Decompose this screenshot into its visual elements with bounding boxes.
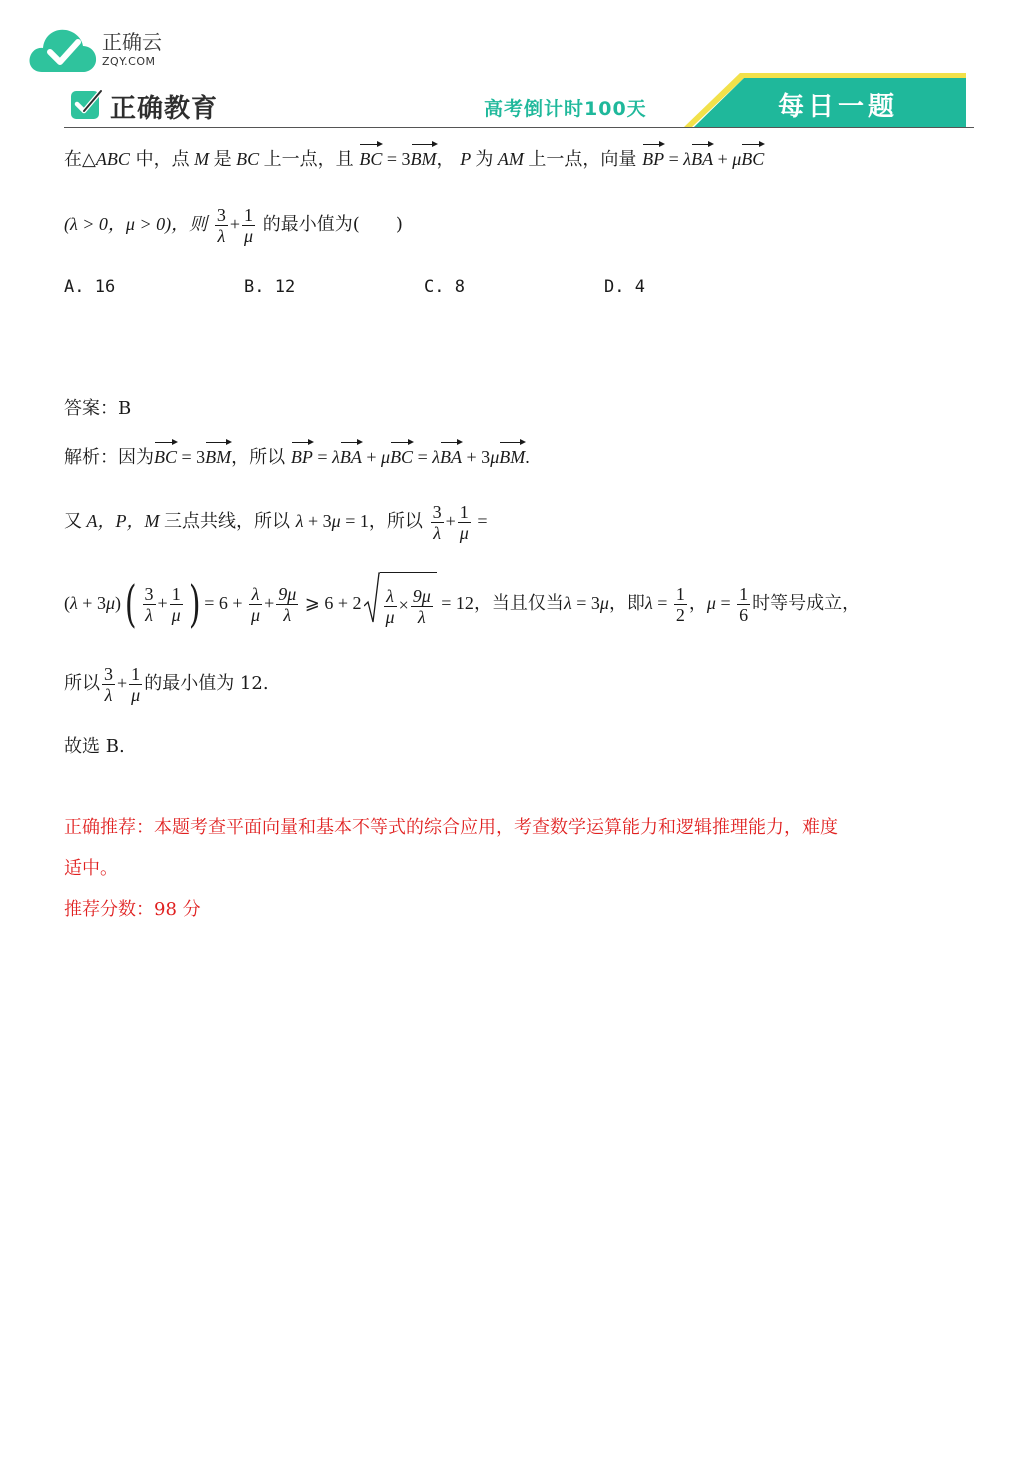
q-text: ，	[436, 149, 455, 170]
math-eq: =	[715, 593, 736, 613]
option-c: C. 8	[424, 277, 465, 297]
question-line-2	[64, 200, 403, 249]
analysis-line-3	[64, 572, 860, 636]
cloud-check-logo-icon	[28, 22, 98, 74]
answer-label: 答案：B	[64, 398, 132, 419]
vector-ba: BA	[340, 444, 362, 470]
math-eq: =	[312, 447, 333, 467]
math-period: .	[525, 447, 530, 467]
fraction-lambda-over-mu: $\frac{\lambda}{\mu}$	[251, 583, 261, 625]
math-mu: μ	[732, 149, 742, 169]
condition-text: (λ > 0，μ > 0)，则	[64, 214, 208, 234]
fraction-1-over-mu: $\frac{1}{\mu}$	[459, 501, 469, 543]
math-eq: = 6 +	[204, 593, 248, 613]
fraction-3-over-lambda: $\frac{3}{\lambda}$	[144, 583, 154, 625]
vector-bc: BC	[390, 444, 413, 470]
math-plus: +	[157, 593, 168, 613]
math-plus: +	[713, 149, 733, 169]
a-text: ，即	[608, 593, 645, 614]
math-paren: )	[115, 593, 121, 613]
fraction-1-over-6: $\frac{1}{6}$	[739, 583, 749, 625]
a-text: 又	[64, 511, 82, 532]
math-eq: =	[472, 511, 488, 531]
math-eq: =	[664, 149, 684, 169]
math-mu: μ	[490, 447, 500, 467]
a-text: ，所以	[368, 511, 423, 532]
vector-bc-2: BC	[741, 146, 764, 172]
a-text: ，	[688, 593, 707, 614]
q-text: 是	[213, 149, 232, 170]
countdown-text: 高考倒计时100天	[484, 98, 647, 120]
vector-bp: BP	[291, 444, 313, 470]
question-ask: 的最小值为( )	[262, 214, 403, 235]
fraction-3-over-lambda: $\frac{3}{\lambda}$	[216, 204, 226, 246]
analysis-line-1	[64, 444, 530, 471]
q-text: 在△	[64, 149, 96, 170]
math-eq: = 3	[382, 149, 411, 169]
header-divider	[64, 127, 974, 128]
header	[0, 0, 1034, 132]
vector-ba: BA	[440, 444, 462, 470]
big-left-paren: (	[124, 575, 137, 633]
math-plus: + 3	[462, 447, 491, 467]
a-text: ，当且仅当	[473, 593, 564, 614]
question-line-1	[64, 146, 764, 173]
option-d: D. 4	[604, 277, 645, 297]
math-lambda: λ	[332, 447, 340, 467]
analysis-line-2	[64, 497, 487, 546]
math-eq: = 3	[177, 447, 206, 467]
big-right-paren: )	[188, 575, 201, 633]
a-text: 解析：因为	[64, 447, 154, 468]
recommend-line-1: 正确推荐：本题考查平面向量和基本不等式的综合应用，考查数学运算能力和逻辑推理能力，难度	[64, 817, 838, 838]
math-mu: μ	[331, 511, 341, 531]
math-m: M	[189, 149, 214, 169]
brand-domain: ZQY.COM	[102, 55, 156, 68]
brand-name: 正确云	[102, 30, 162, 54]
math-mu: μ	[599, 593, 609, 613]
math-abc: ABC	[95, 149, 130, 169]
math-p: P	[460, 149, 476, 169]
edu-title: 正确教育	[110, 94, 219, 124]
math-geq: ⩾ 6 + 2	[300, 593, 362, 613]
q-text: 上一点，且	[263, 149, 354, 170]
math-plus: +	[264, 593, 275, 613]
math-plus: +	[117, 673, 128, 693]
vector-bm: BM	[411, 146, 437, 172]
math-eq: = 3	[571, 593, 600, 613]
fraction-9mu-over-lambda: $\frac{9\mu}{\lambda}$	[278, 583, 297, 625]
math-bc: BC	[231, 149, 264, 169]
a-text: 三点共线，所以	[163, 511, 290, 532]
a-text: 所以	[64, 673, 100, 694]
math-eq: =	[652, 593, 672, 613]
fraction-3-over-lambda: $\frac{3}{\lambda}$	[432, 501, 442, 543]
analysis-line-4	[64, 658, 269, 709]
vector-bm: BM	[205, 444, 231, 470]
math-eq: =	[413, 447, 433, 467]
vector-bc: BC	[154, 444, 177, 470]
math-mu: μ	[105, 593, 115, 613]
vector-bm: BM	[499, 444, 525, 470]
math-eq: + 3	[303, 511, 332, 531]
q-text: 上一点，向量	[528, 149, 637, 170]
vector-ba: BA	[691, 146, 713, 172]
fraction-1-over-mu: $\frac{1}{\mu}$	[171, 583, 181, 625]
fraction-3-over-lambda: $\frac{3}{\lambda}$	[104, 663, 113, 705]
vector-bp: BP	[642, 146, 664, 172]
math-am: AM	[493, 149, 529, 169]
q-text: 中，点	[135, 149, 190, 170]
math-lambda: λ	[70, 593, 78, 613]
option-b: B. 12	[244, 277, 296, 297]
recommend-score: 推荐分数：98 分	[64, 899, 201, 920]
fraction-1-over-mu: $\frac{1}{\mu}$	[131, 663, 141, 705]
checkbox-logo-icon	[70, 88, 104, 120]
math-apm: A，P，M	[82, 511, 164, 531]
math-mu: μ	[381, 447, 391, 467]
math-eq: = 12	[436, 593, 474, 613]
a-text: 的最小值为 12.	[144, 673, 269, 694]
conclusion: 故选 B.	[64, 736, 125, 757]
vector-bc: BC	[359, 146, 382, 172]
math-lambda: λ	[644, 593, 653, 613]
math-plus: +	[445, 511, 456, 531]
fraction-1-over-mu: $\frac{1}{\mu}$	[244, 204, 254, 246]
q-text: 为	[475, 149, 494, 170]
math-collinear: λ	[295, 511, 304, 531]
a-text: ，所以	[231, 447, 286, 468]
math-eq: = 1	[340, 511, 369, 531]
fraction-1-over-2: $\frac{1}{2}$	[675, 583, 685, 625]
math-paren: (	[64, 593, 70, 613]
math-plus: +	[229, 214, 241, 234]
math-mu: μ	[706, 593, 716, 613]
recommend-line-2: 适中。	[64, 858, 118, 879]
math-lambda: λ	[563, 593, 572, 613]
option-a: A. 16	[64, 277, 116, 297]
daily-question-label: 每日一题	[778, 92, 899, 122]
math-lambda: λ	[432, 447, 441, 467]
a-text: 时等号成立，	[752, 593, 861, 614]
math-lambda: λ	[683, 149, 692, 169]
sqrt-expression: $\frac{\lambda}{\mu}$ × $\frac{9\mu}{\lambda}$	[364, 572, 437, 636]
math-plus: + 3	[77, 593, 106, 613]
math-plus: +	[361, 447, 382, 467]
